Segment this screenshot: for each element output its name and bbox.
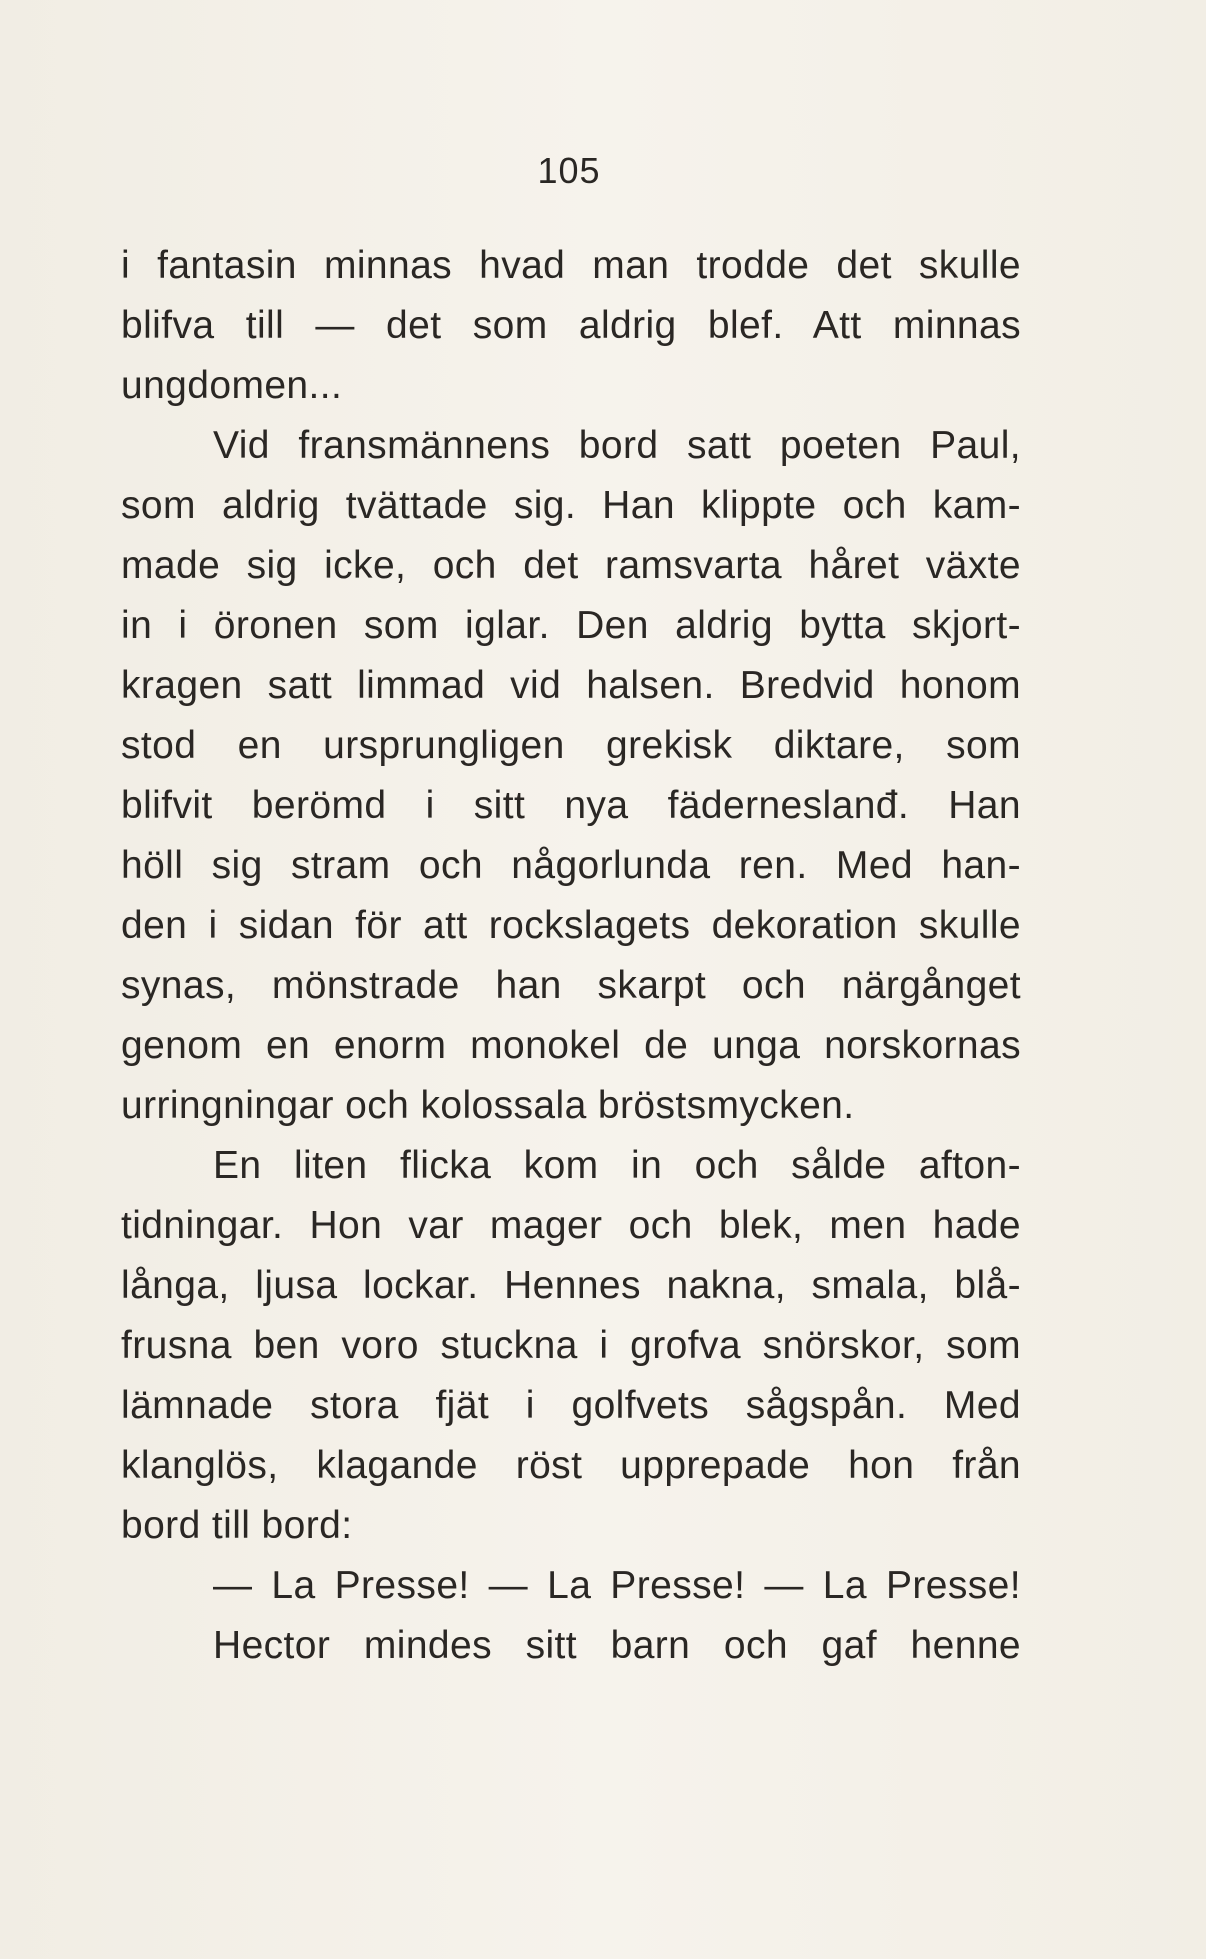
paragraph-start-line: En liten flicka kom in och sålde afton- <box>213 1144 1021 1187</box>
text-line: som aldrig tvättade sig. Han klippte och kam- <box>121 484 1021 527</box>
text-line: den i sidan för att rockslagets dekoration skulle <box>121 904 1021 947</box>
text-line: bord till bord: <box>121 1504 353 1547</box>
text-line: långa, ljusa lockar. Hennes nakna, smala, blå- <box>121 1264 1021 1307</box>
text-line: synas, mönstrade han skarpt och närgånget <box>121 964 1021 1007</box>
text-line: made sig icke, och det ramsvarta håret växte <box>121 544 1021 587</box>
text-line: genom en enorm monokel de unga norskornas <box>121 1024 1021 1067</box>
text-line: blifva till — det som aldrig blef. Att minnas <box>121 304 1021 347</box>
text-line: tidningar. Hon var mager och blek, men hade <box>121 1204 1021 1247</box>
text-line: blifvit berömd i sitt nya fäderneslanđ. Han <box>121 784 1021 827</box>
paragraph-start-line: Hector mindes sitt barn och gaf henne <box>213 1624 1021 1667</box>
body-text <box>121 236 1021 1676</box>
text-line: stod en ursprungligen grekisk diktare, som <box>121 724 1021 767</box>
text-line: klanglös, klagande röst upprepade hon från <box>121 1444 1021 1487</box>
text-line: urringningar och kolossala bröstsmycken. <box>121 1084 855 1127</box>
text-line: ungdomen... <box>121 364 343 407</box>
page-number: 105 <box>537 150 601 191</box>
text-line: in i öronen som iglar. Den aldrig bytta skjort- <box>121 604 1021 647</box>
paragraph-start-line: Vid fransmännens bord satt poeten Paul, <box>213 424 1021 467</box>
text-line: höll sig stram och någorlunda ren. Med han- <box>121 844 1021 887</box>
text-line: lämnade stora fjät i golfvets sågspån. Med <box>121 1384 1021 1427</box>
text-line: kragen satt limmad vid halsen. Bredvid honom <box>121 664 1021 707</box>
text-line: frusna ben voro stuckna i grofva snörskor, som <box>121 1324 1021 1367</box>
dialogue-line: — La Presse! — La Presse! — La Presse! <box>213 1564 1021 1607</box>
text-line: i fantasin minnas hvad man trodde det skulle <box>121 244 1021 287</box>
